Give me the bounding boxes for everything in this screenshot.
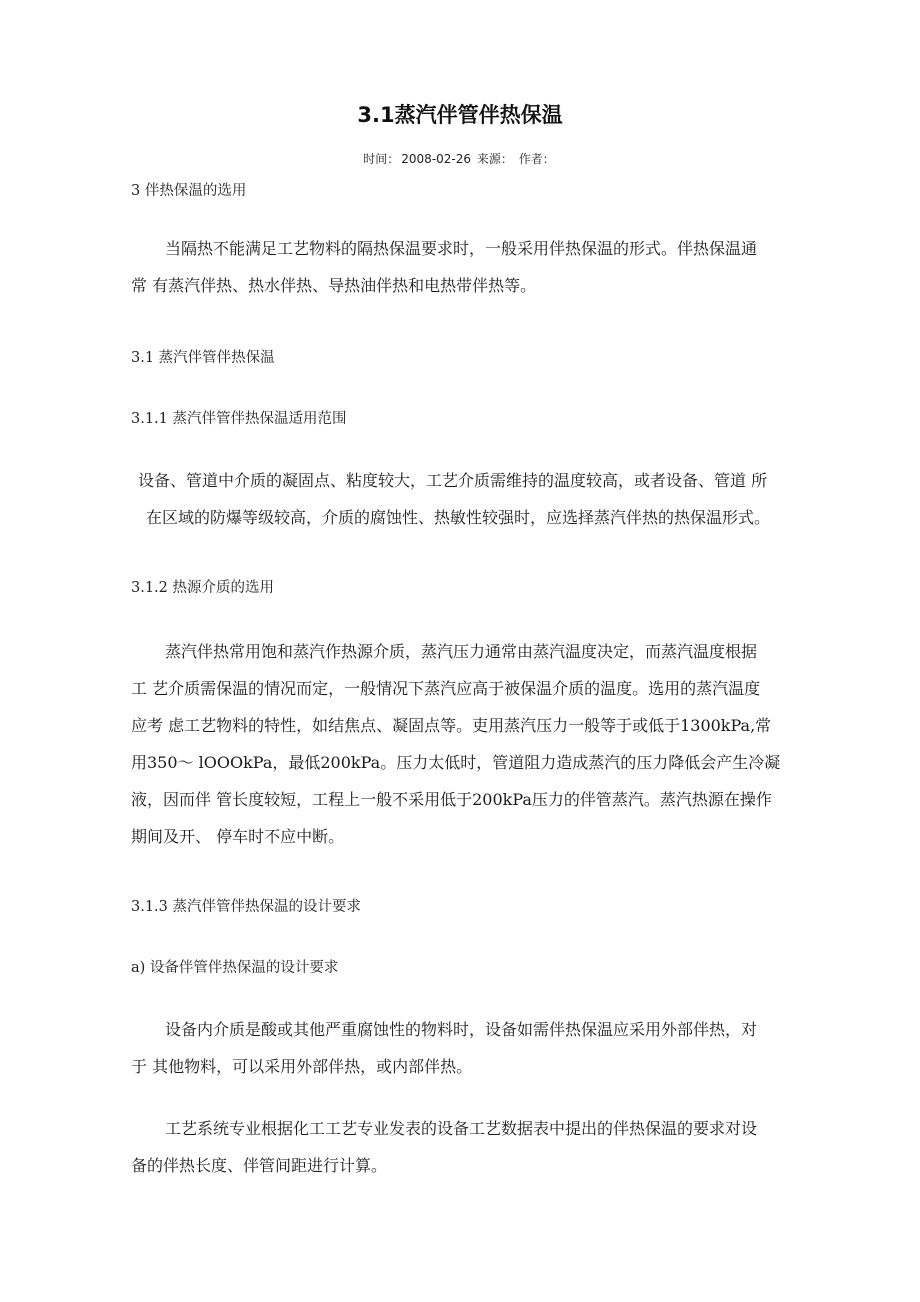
paragraph-line: 设备、管道中介质的凝固点、粘度较大，工艺介质需维持的温度较高，或者设备、管道 所	[138, 471, 768, 490]
author-label: 作者：	[518, 152, 555, 166]
paragraph-heat-source	[131, 633, 793, 855]
subsection-heading-a: a) 设备伴管伴热保温的设计要求	[131, 960, 339, 976]
time-value: 2008-02-26	[401, 152, 472, 166]
paragraph-scope	[138, 462, 800, 536]
paragraph-line: 备的伴热长度、伴管间距进行计算。	[131, 1156, 388, 1175]
time-label: 时间：	[363, 152, 400, 166]
paragraph-calculation	[131, 1110, 793, 1184]
source-label: 来源：	[476, 152, 513, 166]
paragraph-line: 设备内介质是酸或其他严重腐蚀性的物料时，设备如需伴热保温应采用外部伴热，对	[165, 1020, 758, 1039]
section-heading-3-1-2: 3.1.2 热源介质的选用	[131, 580, 275, 596]
paragraph-line: 常 有蒸汽伴热、热水伴热、导热油伴热和电热带伴热等。	[131, 276, 537, 295]
paragraph-intro	[131, 230, 793, 304]
paragraph-line: 工艺系统专业根据化工工艺专业发表的设备工艺数据表中提出的伴热保温的要求对设	[165, 1119, 758, 1138]
section-heading-3-1-3: 3.1.3 蒸汽伴管伴热保温的设计要求	[131, 899, 362, 915]
section-heading-3-1-1: 3.1.1 蒸汽伴管伴热保温适用范围	[131, 411, 347, 427]
paragraph-line: 蒸汽伴热常用饱和蒸汽作热源介质，蒸汽压力通常由蒸汽温度决定，而蒸汽温度根据	[165, 642, 758, 661]
paragraph-line: 应考 虑工艺物料的特性，如结焦点、凝固点等。吏用蒸汽压力一般等于或低于1300kPa,常	[131, 716, 772, 735]
paragraph-line: 工 艺介质需保温的情况而定，一般情况下蒸汽应高于被保温介质的温度。选用的蒸汽温度	[131, 679, 761, 698]
article-meta	[0, 150, 920, 168]
paragraph-line: 于 其他物料，可以采用外部伴热，或内部伴热。	[131, 1057, 473, 1076]
paragraph-equipment	[131, 1011, 793, 1085]
paragraph-line: 液，因而伴 管长度较短，工程上一般不采用低于200kPa压力的伴管蒸汽。蒸汽热源在操作	[131, 790, 772, 809]
paragraph-line: 当隔热不能满足工艺物料的隔热保温要求时，一般采用伴热保温的形式。伴热保温通	[165, 239, 758, 258]
paragraph-line: 在区域的防爆等级较高，介质的腐蚀性、热敏性较强时，应选择蒸汽伴热的热保温形式。	[146, 508, 771, 527]
paragraph-line: 用350〜 lOOOkPa，最低200kPa。压力太低时，管道阻力造成蒸汽的压力降低会产生冷凝	[131, 753, 781, 772]
section-heading-3-1: 3.1 蒸汽伴管伴热保温	[131, 350, 275, 366]
section-heading-3: 3 伴热保温的选用	[131, 183, 247, 199]
paragraph-line: 期间及开、 停车时不应中断。	[131, 827, 345, 846]
page-title: 3.1蒸汽伴管伴热保温	[357, 103, 563, 127]
